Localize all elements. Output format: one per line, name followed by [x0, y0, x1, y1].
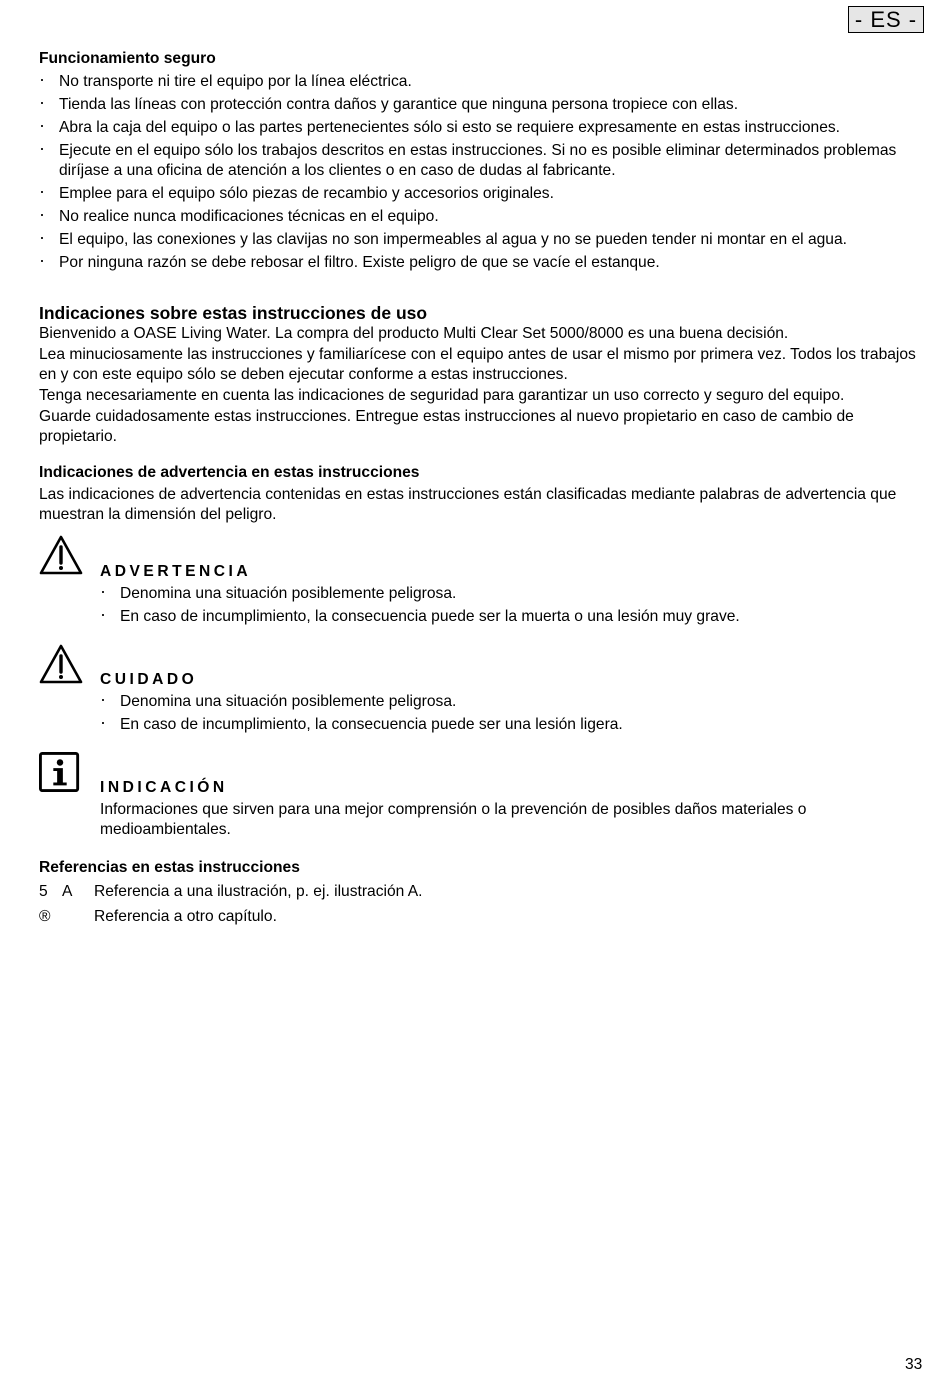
- warning-notes-heading: Indicaciones de advertencia en estas instrucciones: [39, 464, 420, 481]
- paragraph: Tenga necesariamente en cuenta las indicaciones de seguridad para garantizar un uso correcto y seguro del equipo.: [39, 387, 845, 404]
- list-item: · Denomina una situación posiblemente peligrosa.: [100, 692, 927, 712]
- list-item: · No transporte ni tire el equipo por la línea eléctrica.: [39, 72, 927, 92]
- indicacion-label: INDICACIÓN: [100, 779, 228, 796]
- reference-symbol: 5: [39, 883, 48, 900]
- paragraph: Bienvenido a OASE Living Water. La compra del producto Multi Clear Set 5000/8000 es una buena decisión.: [39, 325, 789, 342]
- paragraph: Guarde cuidadosamente estas instrucciones. Entregue estas instrucciones al nuevo propietario en caso de cambio de propietario.: [39, 408, 854, 445]
- list-item: · No realice nunca modificaciones técnicas en el equipo.: [39, 207, 927, 227]
- list-item: · Denomina una situación posiblemente peligrosa.: [100, 584, 927, 604]
- reference-row: [39, 907, 927, 932]
- reference-row: [39, 882, 927, 907]
- references-section: [39, 858, 927, 932]
- reference-text: Referencia a una ilustración, p. ej. ilustración A.: [94, 883, 423, 900]
- list-item: · Por ninguna razón se debe rebosar el filtro. Existe peligro de que se vacíe el estanque.: [39, 253, 927, 273]
- reference-text: Referencia a otro capítulo.: [94, 908, 277, 925]
- list-item: · Abra la caja del equipo o las partes pertenecientes sólo si esto se requiere expresamente en estas instrucciones.: [39, 118, 927, 138]
- paragraph: Lea minuciosamente las instrucciones y familiarícese con el equipo antes de usar el mismo por primera vez. Todos los trabajos en y con este equipo sólo se deben ejecutar conforme a estas instrucciones.: [39, 346, 916, 383]
- list-item: · En caso de incumplimiento, la consecuencia puede ser una lesión ligera.: [100, 715, 927, 735]
- warning-triangle-icon: [39, 534, 83, 576]
- list-item: · El equipo, las conexiones y las clavijas no son impermeables al agua y no se pueden tender ni montar en el agua.: [39, 230, 927, 250]
- advertencia-label: ADVERTENCIA: [100, 563, 252, 580]
- warning-triangle-icon: [39, 643, 83, 685]
- list-item: · Tienda las líneas con protección contra daños y garantice que ninguna persona tropiece con ellas.: [39, 95, 927, 115]
- indicacion-text: Informaciones que sirven para una mejor comprensión o la prevención de posibles daños materiales o medioambientales.: [100, 801, 807, 838]
- safe-operation-section: [39, 49, 927, 276]
- safe-operation-list: [39, 72, 927, 273]
- instructions-notes-heading: Indicaciones sobre estas instrucciones de uso: [39, 303, 428, 323]
- safe-operation-heading: Funcionamiento seguro: [39, 50, 216, 67]
- reference-letter: A: [62, 883, 73, 900]
- list-item: · En caso de incumplimiento, la consecuencia puede ser la muerta o una lesión muy grave.: [100, 607, 927, 627]
- warning-notes-intro: Las indicaciones de advertencia contenidas en estas instrucciones están clasificadas mediante palabras de advertencia que muestran la dimensión del peligro.: [39, 486, 897, 523]
- language-tag: - ES -: [848, 6, 924, 33]
- list-item: · Emplee para el equipo sólo piezas de recambio y accesorios originales.: [39, 184, 927, 204]
- list-item: · Ejecute en el equipo sólo los trabajos descritos en estas instrucciones. Si no es posible eliminar determinados problemas diríjase a una oficina de atención a los clientes o en caso de dudas al fabricante.: [39, 141, 927, 181]
- warning-notes-section: [39, 463, 927, 525]
- instructions-notes-section: [39, 303, 927, 447]
- info-icon: [39, 751, 81, 793]
- reference-symbol: ®: [39, 908, 51, 925]
- page-number: 33: [905, 1356, 923, 1373]
- references-heading: Referencias en estas instrucciones: [39, 859, 300, 876]
- cuidado-label: CUIDADO: [100, 671, 198, 688]
